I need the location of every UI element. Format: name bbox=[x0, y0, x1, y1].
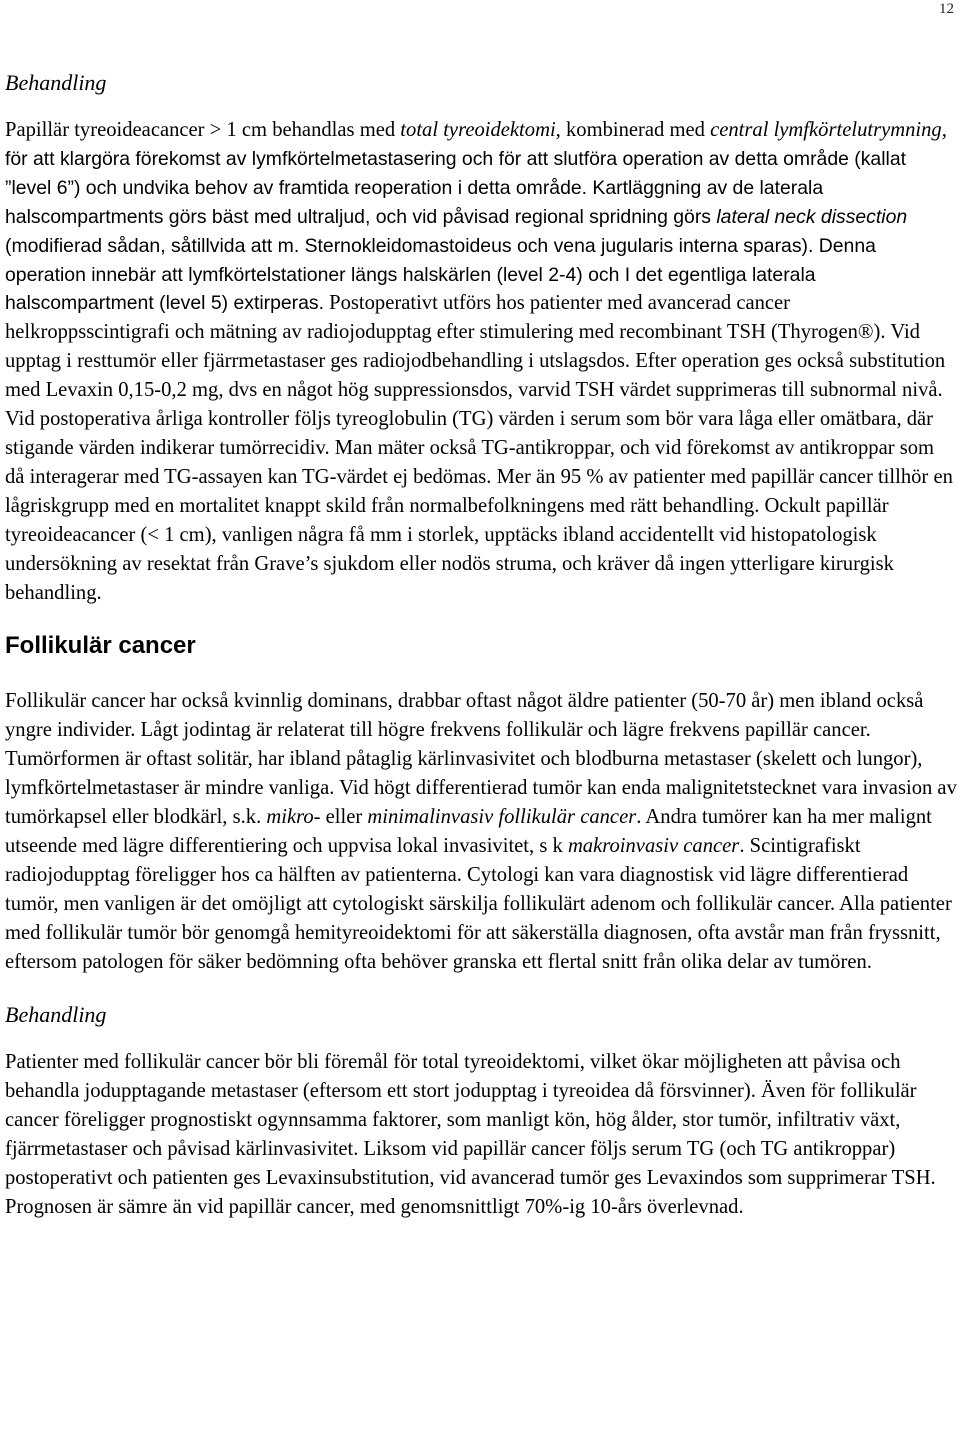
text-run-sans: för att klargöra förekomst av lymfkörtelmetastasering och för att slutföra operation av detta område (kallat ”level 6”) och undvika behov av framtida reoperation i detta område. Kartläggning av de laterala halscompartments görs bäst med ultraljud, och vid påvisad regional spridning görs bbox=[5, 147, 906, 228]
text-run: . Scintigrafiskt radiojodupptag föreligger hos ca hälften av patienterna. Cytologi kan vara diagnostisk vid lägre differentierad tumör, men vanligen är det omöjligt att cytologiskt särskilja follikulärt adenom och follikulär cancer. Alla patienter med follikulär tumör bör genomgå hemityreoidektomi för att säkerställa diagnosen, ofta avstår man från fryssnitt, eftersom patologen för säker bedömning ofta behöver granska ett flertal snitt från olika delar av tumören. bbox=[5, 834, 952, 973]
emphasis-central-lymfkortelutrymning: central lymfkörtelutrymning, bbox=[710, 119, 947, 141]
text-run: - eller bbox=[313, 806, 368, 829]
emphasis-total-tyreoidektomi: total tyreoidektomi bbox=[400, 119, 556, 141]
section-heading-follikular-cancer: Follikulär cancer bbox=[5, 632, 196, 660]
document-body bbox=[5, 68, 957, 1222]
text-run: Postoperativt utförs hos patienter med avancerad cancer helkroppsscintigrafi och mätning av radiojodupptag efter stimulering med recombinant TSH (Thyrogen®). Vid upptag i resttumör eller fjärrmetastaser ges radiojodbehandling i utslagsdos. Efter operation ges också substitution med Levaxin 0,15-0,2 mg, dvs en något hög suppressionsdos, varvid TSH värdet supprimeras till subnormal nivå. Vid postoperativa årliga kontroller följs tyreoglobulin (TG) värden i serum som bör vara låga eller omätbara, där stigande värden indikerar tumörrecidiv. Man mäter också TG-antikroppar, och vid förekomst av antikroppar som då interagerar med TG-assayen kan TG-värdet ej bedömas. Mer än 95 % av patienter med papillär cancer tillhör en lågriskgrupp med en mortalitet knappt skild från normalbefolkningens med rätt behandling. Ockult papillär tyreoideacancer (< 1 cm), vanligen några få mm i storlek, upptäcks ibland accidentellt vid histopatologisk undersökning av resektat från Grave’s sjukdom eller nodös struma, och kräver då ingen ytterligare kirurgisk behandling. bbox=[5, 292, 953, 604]
paragraph-follikular-treatment: Patienter med follikulär cancer bör bli föremål för total tyreoidektomi, vilket ökar möjligheten att påvisa och behandla jodupptagande metastaser (eftersom ett stort jodupptag i tyreoidea då försvinner). Även för follikulär cancer föreligger prognostiskt ogynnsamma faktorer, som manligt kön, hög ålder, stor tumör, infiltrativ växt, fjärrmetastaser och påvisad kärlinvasivitet. Liksom vid papillär cancer följs serum TG (och TG antikroppar) postoperativt och patienten ges Levaxinsubstitution, vid avancerad tumör ges Levaxindos som supprimerar TSH. Prognosen är sämre än vid papillär cancer, med genomsnittligt 70%-ig 10-års överlevnad. bbox=[5, 1051, 936, 1218]
paragraph-papillar-treatment bbox=[5, 116, 957, 607]
text-run: . Andra tumörer kan ha mer malignt utseende med lägre differentiering och uppvisa lokal invasivitet, s k bbox=[5, 806, 932, 857]
emphasis-mikro: mikro bbox=[266, 806, 314, 829]
page-number: 12 bbox=[939, 1, 954, 17]
text-run: Papillär tyreoideacancer > 1 cm behandlas med bbox=[5, 119, 401, 141]
paragraph-follikular-cancer bbox=[5, 687, 957, 976]
emphasis-minimalinvasiv: minimalinvasiv follikulär cancer bbox=[367, 806, 637, 829]
emphasis-lateral-neck-dissection: lateral neck dissection bbox=[716, 205, 908, 228]
text-run-sans: (modifierad sådan, såtillvida att m. Sternokleidomastoideus och vena jugularis interna sparas). Denna operation innebär att lymfkörtelstationer längs halskärlen (level 2-4) och I det egentliga laterala halscompartment (level 5) extirperas. bbox=[5, 234, 876, 315]
emphasis-makroinvasiv: makroinvasiv cancer bbox=[567, 834, 740, 857]
subheading-behandling-follikular: Behandling bbox=[5, 1002, 107, 1028]
subheading-behandling-papillar: Behandling bbox=[5, 70, 107, 95]
text-run: Follikulär cancer har också kvinnlig dominans, drabbar oftast något äldre patienter (50-70 år) men ibland också yngre individer. Lågt jodintag är relaterat till högre frekvens follikulär och lägre frekvens papillär cancer. Tumörformen är oftast solitär, har ibland påtaglig kärlinvasivitet och blodburna metastaser (skelett och lungor), lymfkörtelmetastaser är mindre vanliga. Vid högt differentierad tumör kan enda malignitetstecknet vara invasion av tumörkapsel eller blodkärl, s.k. bbox=[5, 690, 957, 829]
text-run: , kombinerad med bbox=[555, 119, 711, 141]
